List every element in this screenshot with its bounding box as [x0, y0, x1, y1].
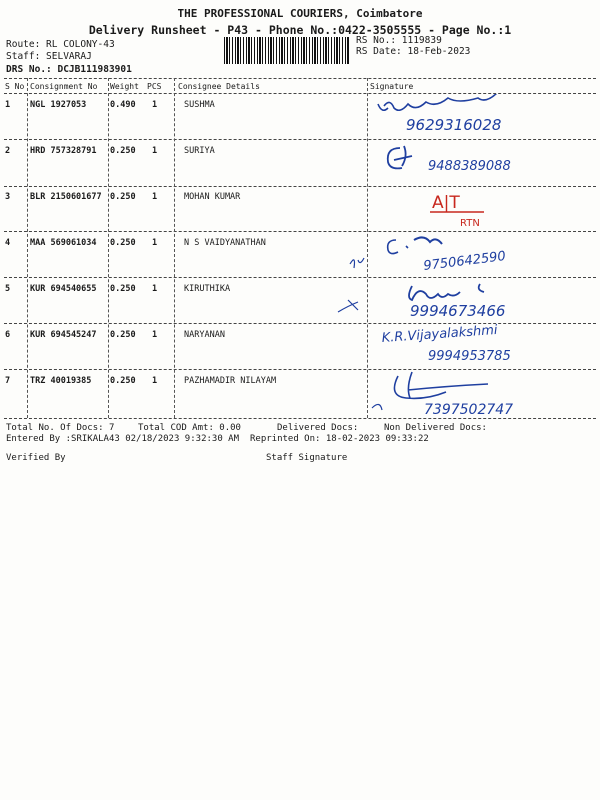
row-pcs: 1: [152, 100, 158, 110]
row-sno: 7: [5, 376, 11, 386]
row-weight: 0.250: [110, 192, 136, 202]
row-pcs: 1: [152, 146, 158, 156]
signature-row-2: [370, 138, 580, 184]
drs-number: DRS No.: DCJB111983901: [6, 64, 132, 75]
row-consignment: NGL 1927053: [30, 100, 87, 110]
staff-signature: Staff Signature: [266, 453, 348, 463]
row-weight: 0.250: [110, 284, 136, 294]
row-consignment: KUR 694545247: [30, 330, 97, 340]
row-weight: 0.490: [110, 100, 136, 110]
col-header-signature: Signature: [370, 82, 414, 91]
row-consignee: KIRUTHIKA: [184, 284, 231, 294]
row-consignee: NARYANAN: [184, 330, 225, 340]
signature-phone: 9994953785: [428, 349, 511, 364]
total-cod: Total COD Amt: 0.00: [138, 423, 241, 433]
row-consignment: MAA 569061034: [30, 238, 97, 248]
row-consignee: MOHAN KUMAR: [184, 192, 241, 202]
signature-name: K.R.Vijayalakshmi: [381, 322, 498, 346]
signature-row-4: [340, 230, 570, 278]
row-sno: 4: [5, 238, 11, 248]
reprinted-on: Reprinted On: 18-02-2023 09:33:22: [250, 434, 429, 444]
signature-row-7: [368, 368, 578, 418]
row-consignment: KUR 694540655: [30, 284, 97, 294]
row-consignee: SURIYA: [184, 146, 215, 156]
signature-phone: 7397502747: [424, 402, 514, 418]
staff-label: Staff: SELVARAJ: [6, 51, 92, 62]
route-label: Route: RL COLONY-43: [6, 39, 115, 50]
row-sno: 6: [5, 330, 11, 340]
row-consignment: HRD 757328791: [30, 146, 97, 156]
table-bottom-rule: [4, 418, 596, 419]
signature-row-1: [370, 94, 580, 140]
signature-phone: 9629316028: [406, 116, 502, 134]
row-pcs: 1: [152, 330, 158, 340]
row-consignment: TRZ 40019385: [30, 376, 92, 386]
non-delivered-docs: Non Delivered Docs:: [384, 423, 487, 433]
signature-sub: RTN: [460, 218, 480, 229]
row-sno: 5: [5, 284, 11, 294]
row-sno: 2: [5, 146, 11, 156]
signature-phone: 9994673466: [410, 302, 506, 320]
signature-mark: A|T: [432, 193, 460, 213]
entered-by: Entered By :SRIKALA43 02/18/2023 9:32:30 AM: [6, 434, 239, 444]
row-consignee: SUSHMA: [184, 100, 215, 110]
signature-phone: 9750642590: [422, 249, 507, 274]
row-pcs: 1: [152, 376, 158, 386]
row-sno: 1: [5, 100, 11, 110]
total-docs: Total No. Of Docs: 7: [6, 423, 115, 433]
signature-row-6: [378, 322, 578, 370]
table-top-rule: [4, 78, 596, 79]
signature-row-5: [330, 278, 570, 324]
row-weight: 0.250: [110, 146, 136, 156]
rs-date: RS Date: 18-Feb-2023: [356, 46, 471, 57]
row-consignee: N S VAIDYANATHAN: [184, 238, 266, 248]
row-weight: 0.250: [110, 238, 136, 248]
company-title: THE PROFESSIONAL COURIERS, Coimbatore: [177, 7, 423, 20]
col-header-consignment: Consignment No: [30, 82, 98, 91]
row-pcs: 1: [152, 192, 158, 202]
col-divider: [27, 78, 28, 418]
row-consignment: BLR 2150601677: [30, 192, 102, 202]
runsheet-title: Delivery Runsheet - P43 - Phone No.:0422-3505555 - Page No.:1: [88, 23, 512, 37]
col-divider: [174, 78, 175, 418]
rs-number: RS No.: 1119839: [356, 35, 442, 46]
row-consignee: PAZHAMADIR NILAYAM: [184, 376, 277, 386]
signature-phone: 9488389088: [428, 159, 511, 174]
col-header-pcs: PCS: [147, 82, 162, 91]
row-pcs: 1: [152, 238, 158, 248]
col-header-weight: Weight: [110, 82, 139, 91]
col-divider: [108, 78, 109, 418]
verified-by: Verified By: [6, 453, 66, 463]
row-sno: 3: [5, 192, 11, 202]
delivered-docs: Delivered Docs:: [277, 423, 359, 433]
row-pcs: 1: [152, 284, 158, 294]
signature-row-3: [420, 186, 530, 232]
col-header-sno: S No: [5, 82, 25, 91]
row-weight: 0.250: [110, 376, 136, 386]
barcode: [224, 37, 349, 64]
row-weight: 0.250: [110, 330, 136, 340]
col-header-consignee: Consignee Details: [178, 82, 260, 91]
